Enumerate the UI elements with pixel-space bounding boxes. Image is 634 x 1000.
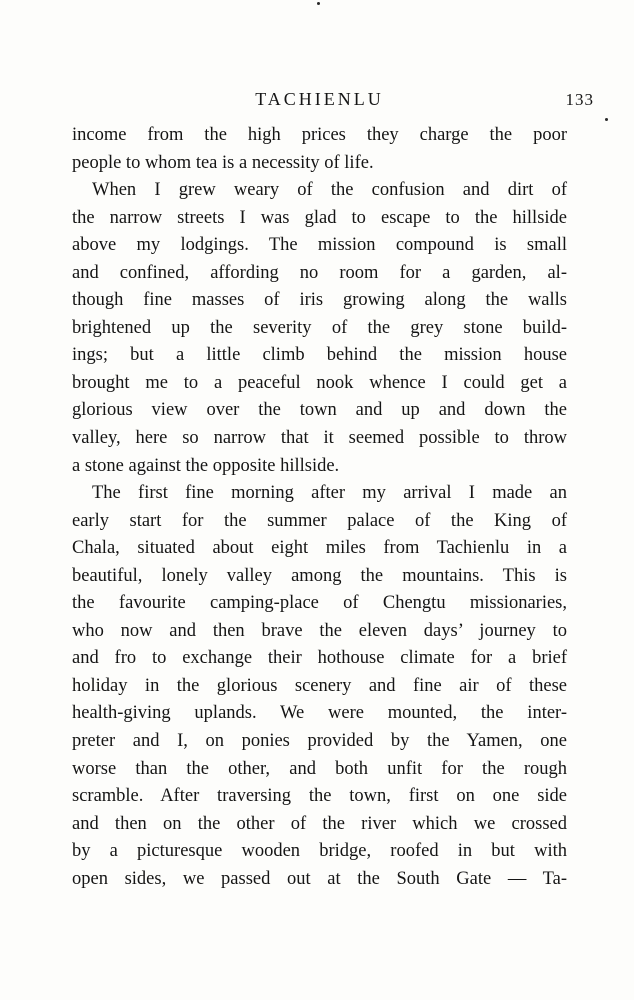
text-line: above my lodgings. The mission compound is small [72,235,567,256]
text-line: people to whom tea is a necessity of life. [72,152,374,173]
text-line: open sides, we passed out at the South Gate — Ta- [72,868,567,889]
running-title: TACHIENLU [255,89,384,109]
text-line: though fine masses of iris growing along the walls [72,290,567,311]
text-line: worse than the other, and both unfit for the rough [72,758,567,779]
text-line: and then on the other of the river which we crossed [72,813,567,834]
text-line: glorious view over the town and up and down the [72,400,567,421]
text-line: brightened up the severity of the grey stone build- [72,317,567,338]
text-line: early start for the summer palace of the King of [72,510,567,531]
scan-speck [317,2,320,5]
text-line: scramble. After traversing the town, first on one side [72,786,567,807]
text-line: health-giving uplands. We were mounted, the inter- [72,703,567,724]
text-line: a stone against the opposite hillside. [72,455,340,476]
text-line: preter and I, on ponies provided by the Yamen, one [72,731,567,752]
scan-speck [605,118,608,121]
text-line: holiday in the glorious scenery and fine air of these [72,675,567,696]
text-line: the favourite camping-place of Chengtu missionaries, [72,593,567,614]
text-line: beautiful, lonely valley among the mountains. This is [72,565,567,586]
page-number: 133 [565,90,594,109]
running-header [72,89,594,111]
text-line: and fro to exchange their hothouse climate for a brief [72,648,567,669]
text-line: and confined, affording no room for a garden, al- [72,262,567,283]
text-line: who now and then brave the eleven days’ journey to [72,620,567,641]
text-line: The first fine morning after my arrival I made an [92,483,567,504]
text-line: valley, here so narrow that it seemed possible to throw [72,428,567,449]
text-line: income from the high prices they charge the poor [72,125,567,145]
text-line: by a picturesque wooden bridge, roofed in but with [72,841,567,862]
page-text-block [72,122,567,893]
text-line: When I grew weary of the confusion and dirt of [92,180,567,201]
text-line: brought me to a peaceful nook whence I could get a [72,372,567,393]
text-line: ings; but a little climb behind the mission house [72,345,567,366]
text-line: Chala, situated about eight miles from Tachienlu in a [72,538,567,559]
text-line: the narrow streets I was glad to escape to the hillside [72,207,567,228]
